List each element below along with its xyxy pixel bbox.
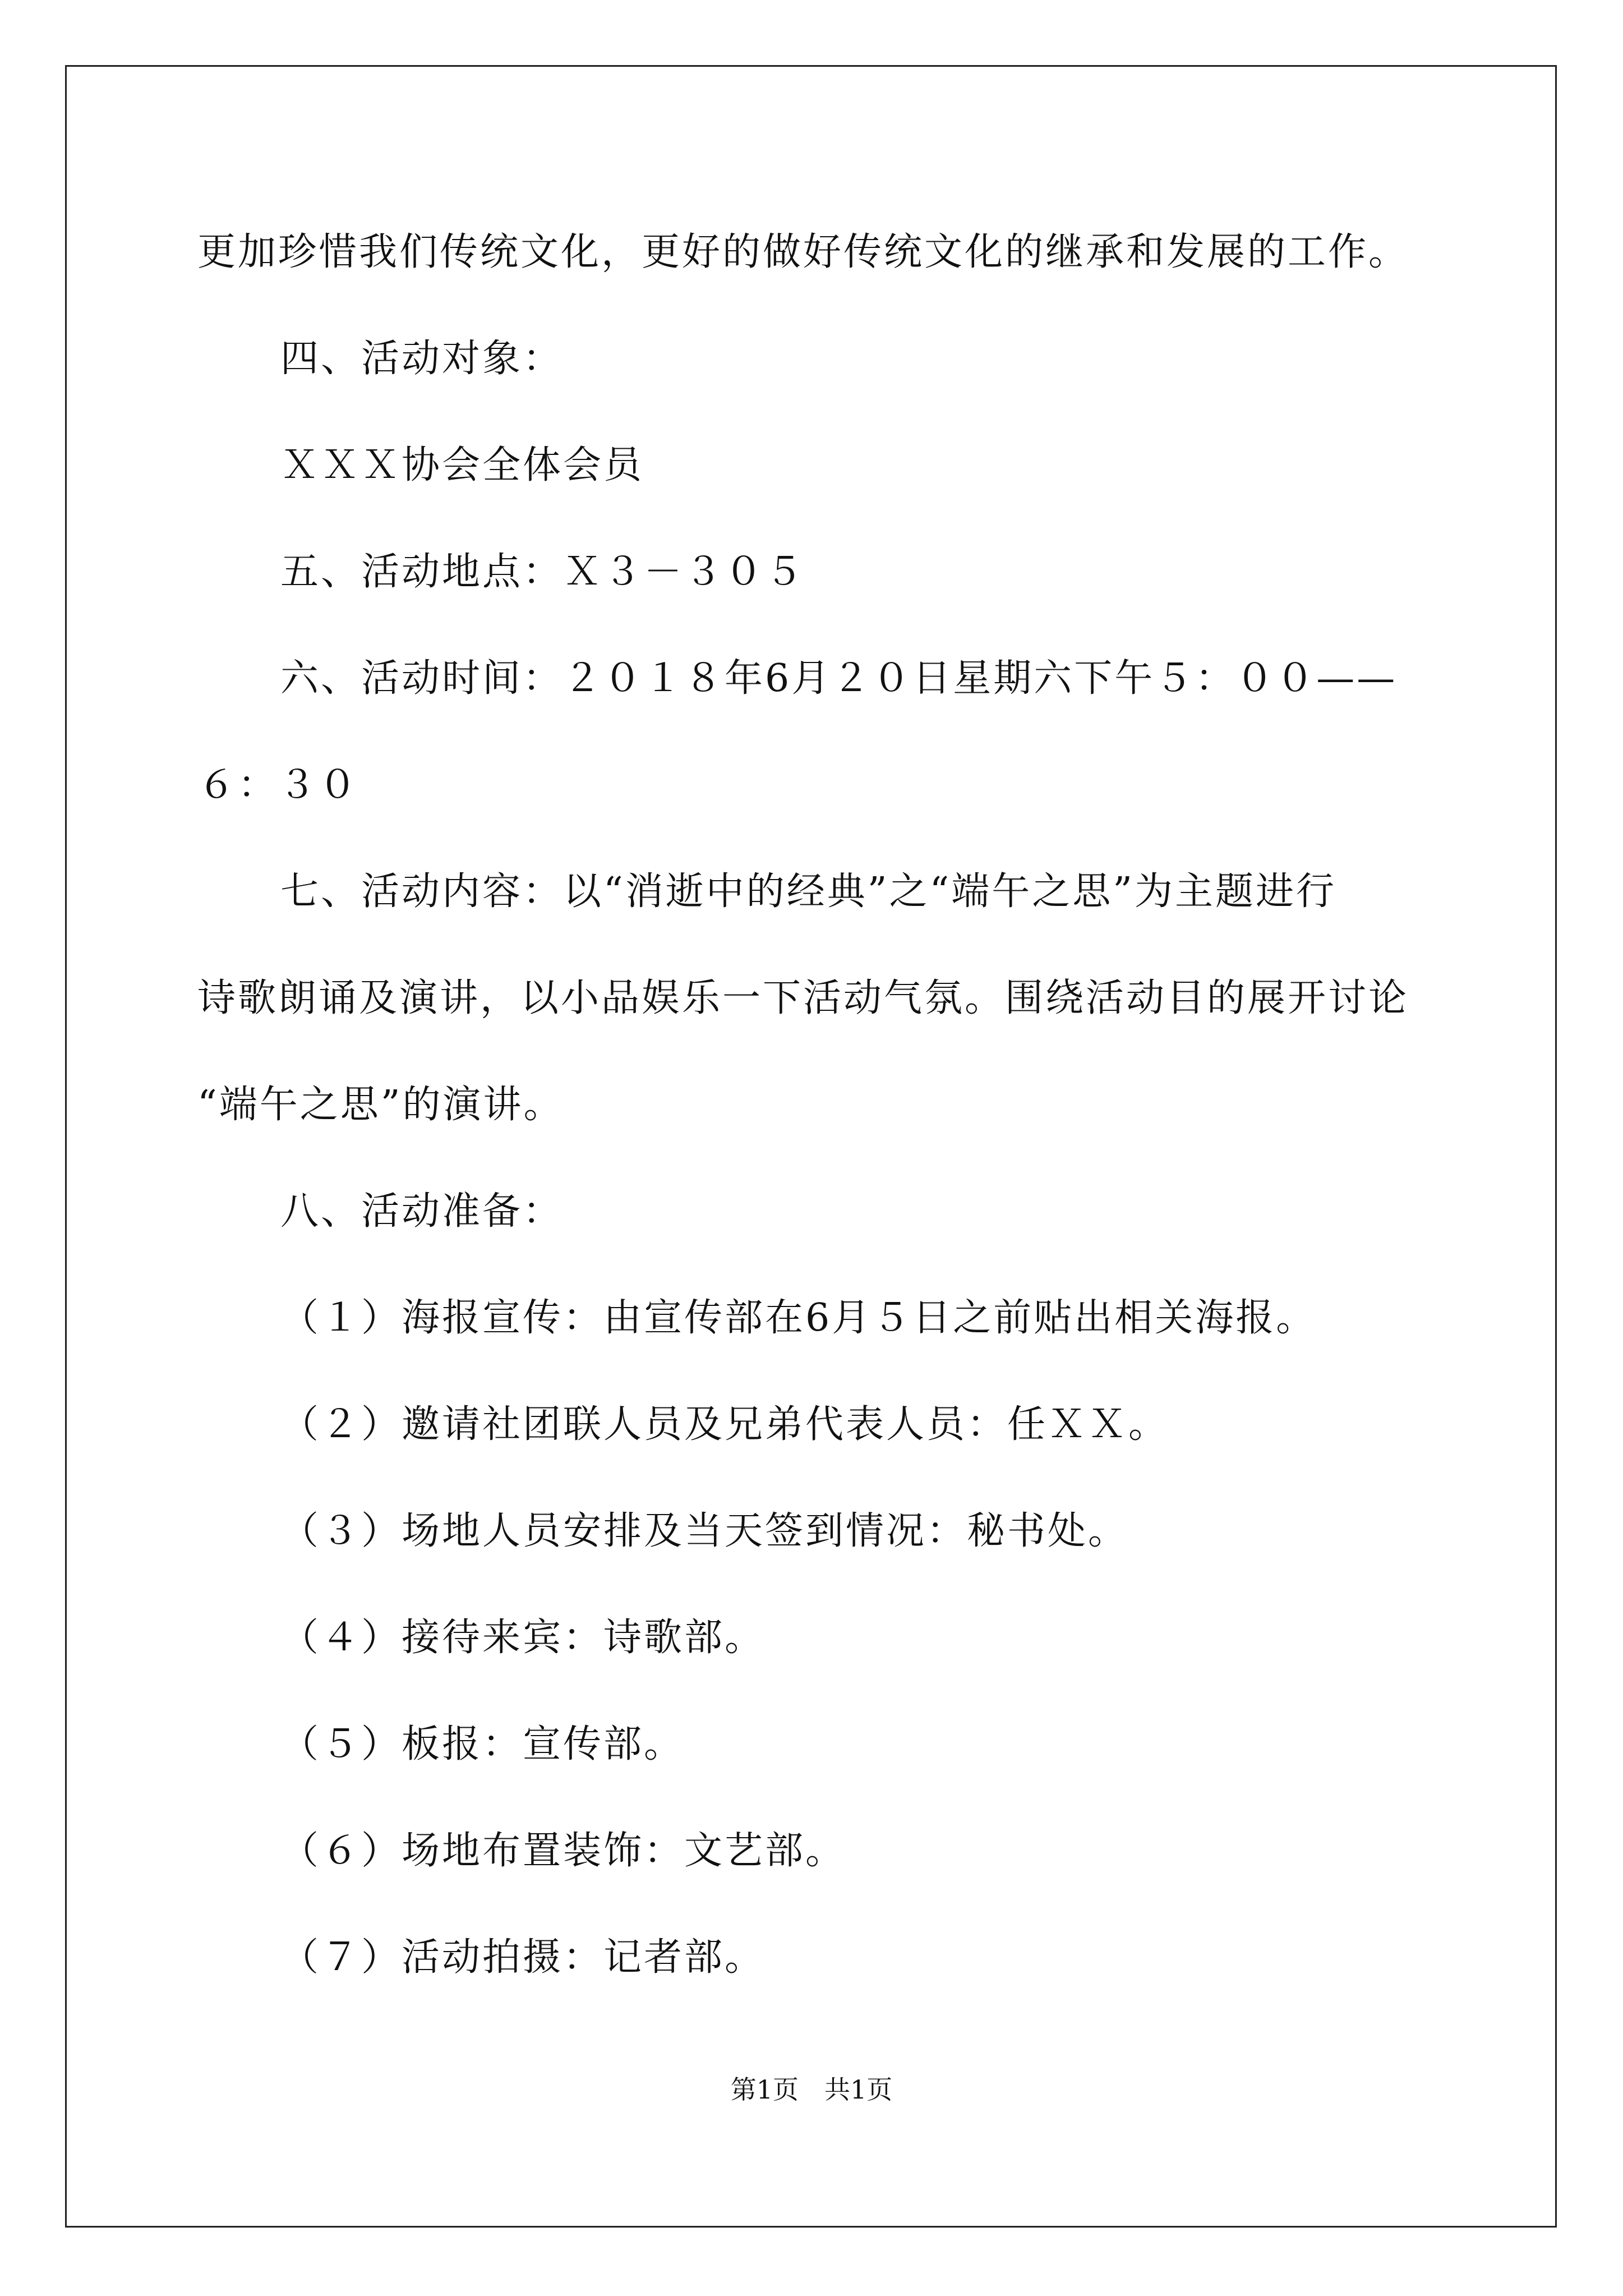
list-item: （１）海报宣传：由宣传部在6月５日之前贴出相关海报。 bbox=[280, 1296, 1317, 1340]
section-heading: 五、活动地点：Ｘ３－３０５ bbox=[280, 550, 806, 594]
paragraph-line: “端午之思”的演讲。 bbox=[197, 1083, 564, 1127]
section-heading: 四、活动对象： bbox=[280, 337, 564, 381]
paragraph-line: 诗歌朗诵及演讲，以小品娱乐一下活动气氛。围绕活动目的展开讨论 bbox=[197, 976, 1409, 1020]
paragraph-line: ＸＸＸ协会全体会员 bbox=[280, 443, 644, 487]
page-number-footer: 第1页 共1页 bbox=[730, 2074, 893, 2105]
section-heading: 七、活动内容：以“消逝中的经典”之“端午之思”为主题进行 bbox=[280, 869, 1337, 914]
list-item: （４）接待来宾：诗歌部。 bbox=[280, 1616, 766, 1660]
section-heading: 六、活动时间：２０１８年6月２０日星期六下午５：００—— bbox=[280, 656, 1398, 701]
list-item: （２）邀请社团联人员及兄弟代表人员：任ＸＸ。 bbox=[280, 1402, 1169, 1447]
paragraph-line: 更加珍惜我们传统文化，更好的做好传统文化的继承和发展的工作。 bbox=[197, 230, 1409, 274]
list-item: （６）场地布置装饰：文艺部。 bbox=[280, 1829, 846, 1873]
section-heading: 八、活动准备： bbox=[280, 1189, 564, 1234]
list-item: （７）活动拍摄：记者部。 bbox=[280, 1935, 766, 1980]
paragraph-line: ６：３０ bbox=[197, 763, 359, 807]
list-item: （３）场地人员安排及当天签到情况：秘书处。 bbox=[280, 1509, 1129, 1553]
list-item: （５）板报：宣传部。 bbox=[280, 1722, 685, 1766]
